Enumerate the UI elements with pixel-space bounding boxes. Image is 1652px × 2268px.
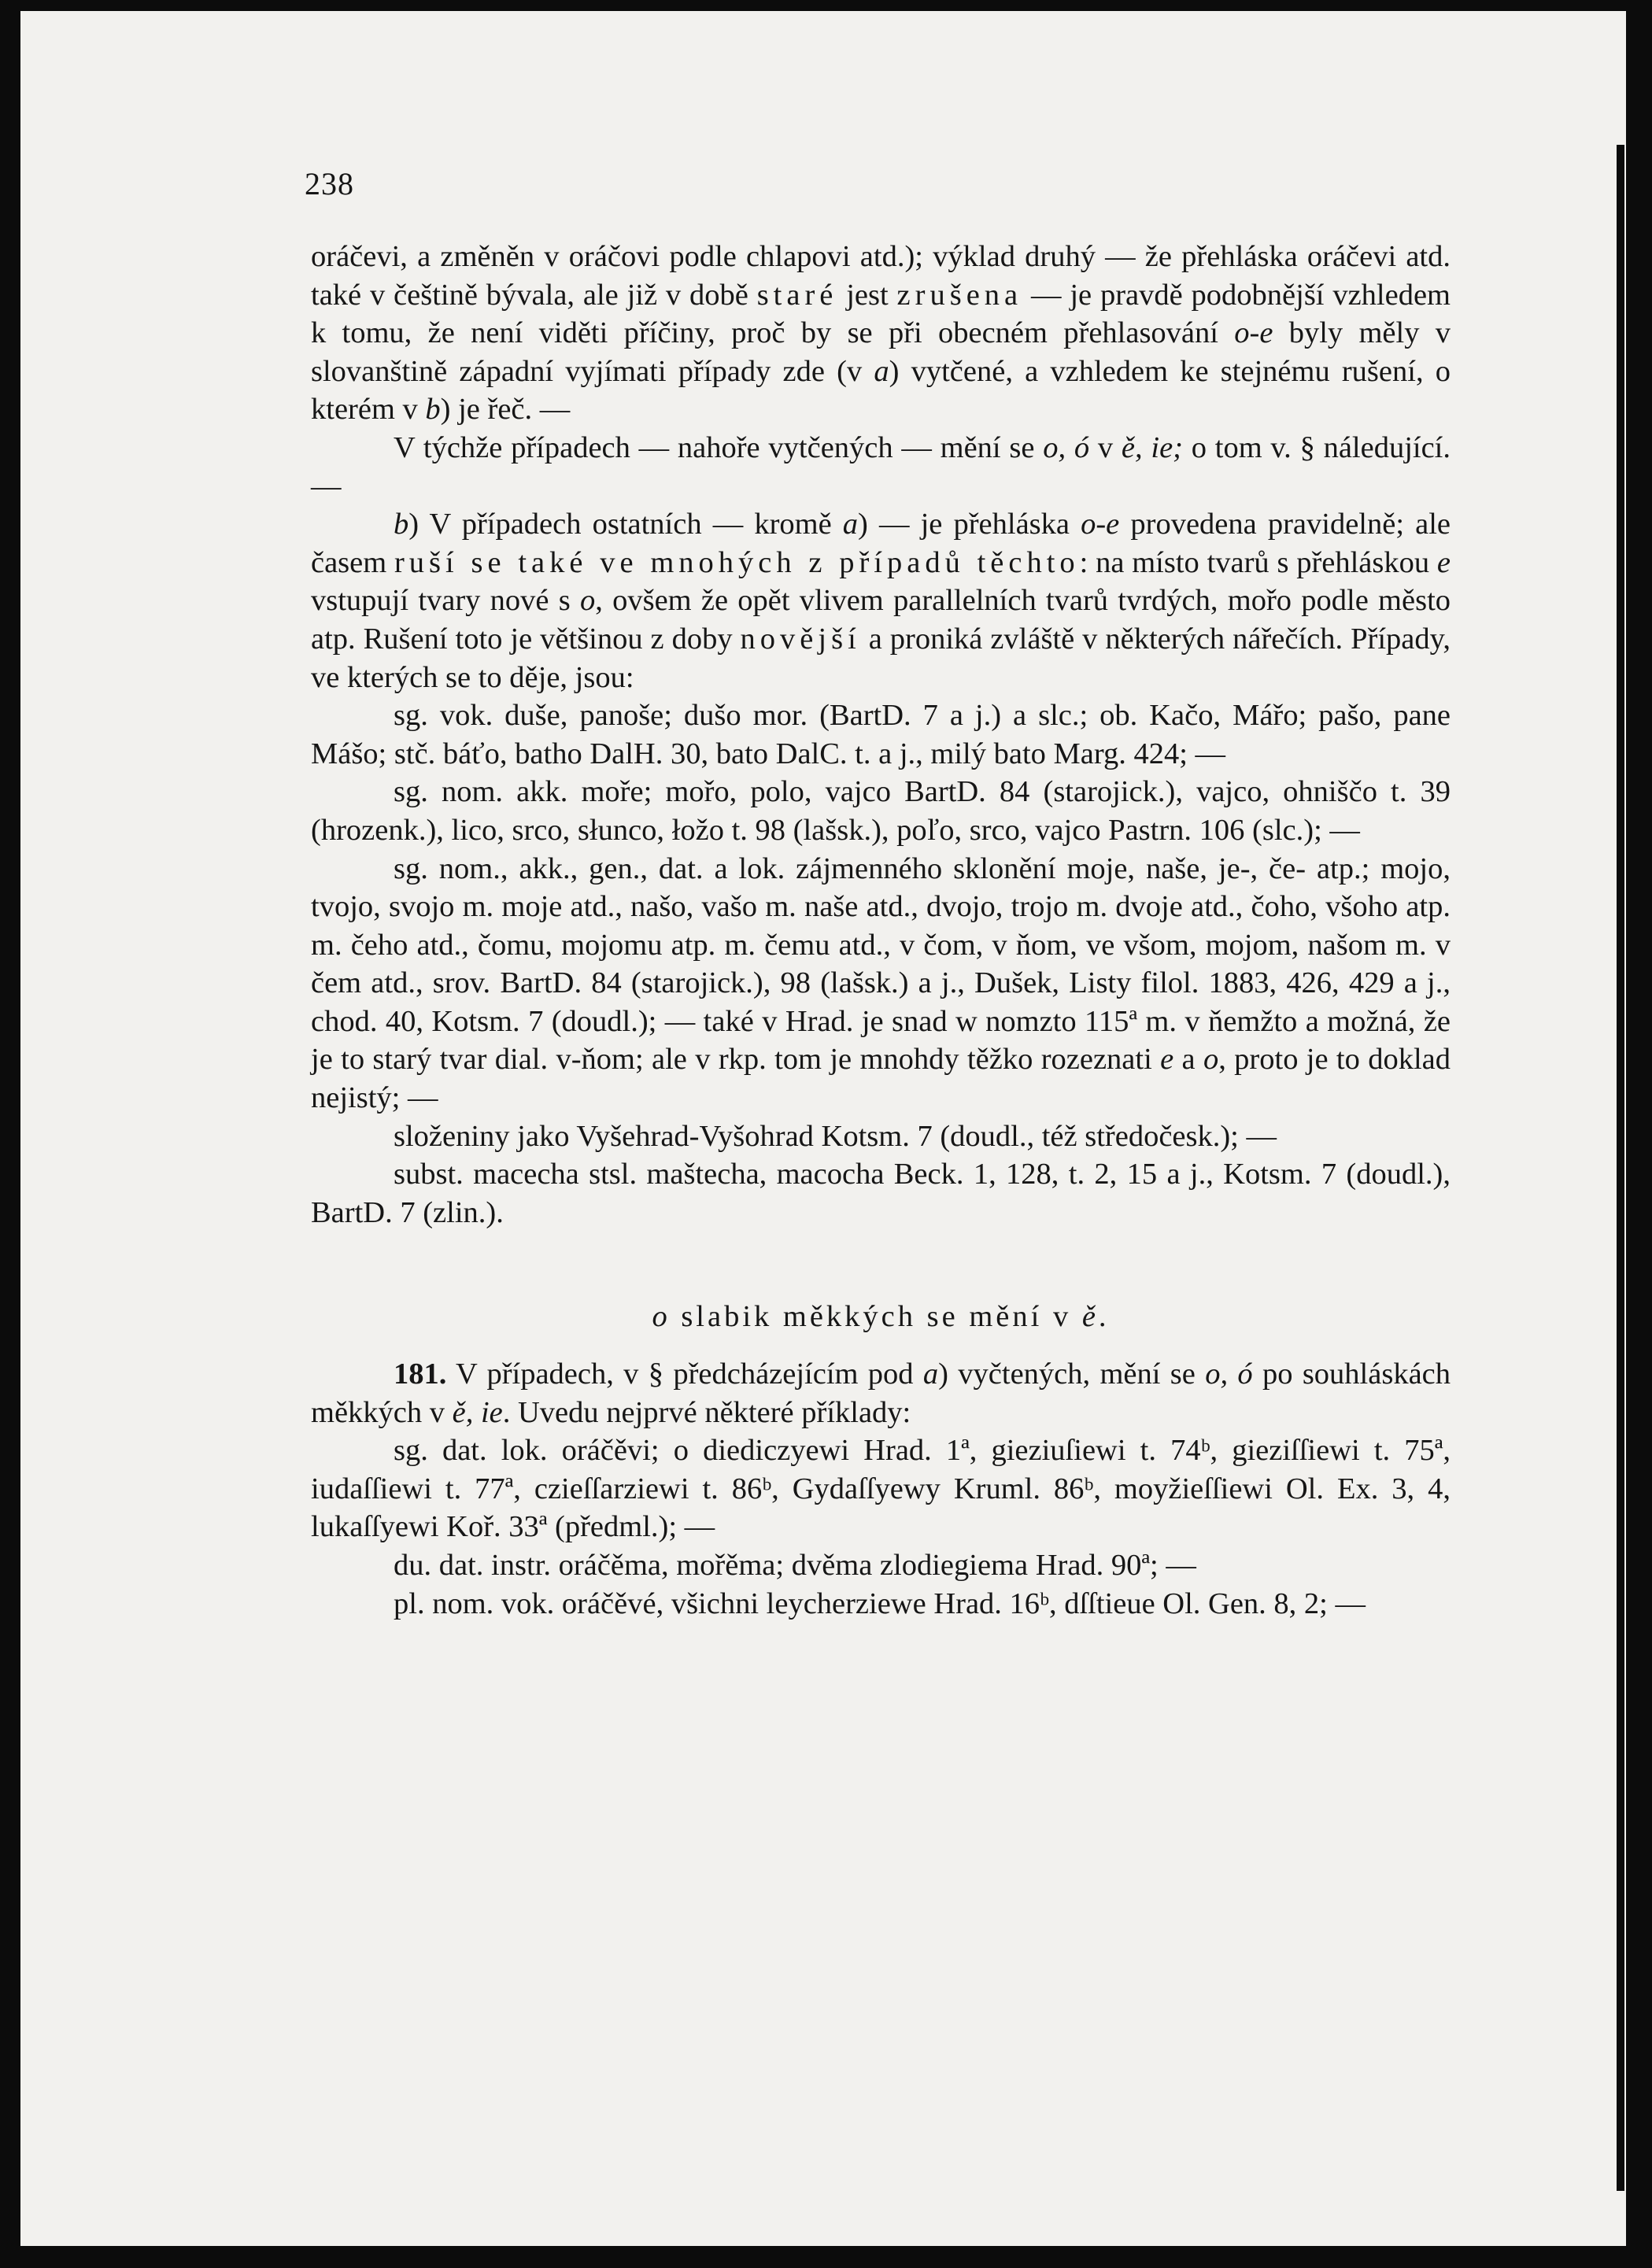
text-run: o: [1203, 1043, 1219, 1077]
text-run: ) V případech ostatních — kromě: [408, 508, 843, 541]
text-run: o-e: [1234, 316, 1273, 350]
text-run: V týchže případech — nahoře vytčených — mění se: [394, 430, 1044, 464]
text-run: a: [874, 354, 889, 388]
text-run: ě, ie;: [1121, 430, 1183, 464]
text-run: složeniny jako Vyšehrad-Vyšohrad Kotsm. 7 (doudl., též středočesk.); —: [394, 1119, 1277, 1153]
text-run: subst. macecha stsl. maštecha, macocha Beck. 1, 128, t. 2, 15 a j., Kotsm. 7 (doudl.), BartD. 7 (zlin.).: [311, 1158, 1451, 1229]
text-run: , proto je to doklad nejistý; —: [311, 1043, 1451, 1115]
text-run: jest: [837, 278, 897, 312]
text-run: oráčevi, a změněn v oráčovi podle chlapovi atd.); výklad druhý — že přehláska oráčevi atd. také v češtině bývala, ale již v době: [311, 240, 1451, 312]
text-run: o-e: [1081, 508, 1120, 541]
paragraph: [311, 696, 1451, 773]
text-run: ) vytčené, a vzhledem ke stejnému rušení, o kterém v: [311, 354, 1451, 427]
text-run: . Uvedu nejprvé některé příklady:: [502, 1395, 911, 1429]
text-run: ě: [1081, 1300, 1099, 1334]
text-run: ruší se také ve mnohých z případů těchto: [394, 545, 1080, 579]
text-run: ) — je přehláska: [858, 508, 1081, 541]
paragraph: [311, 429, 1451, 505]
text-run: vstupují tvary nové s: [311, 584, 580, 618]
text-run: , ovšem že opět vlivem parallelních tvarů tvrdých, mořo podle město atp. Rušení toto je většinou z doby: [311, 584, 1451, 656]
paragraph: [311, 505, 1451, 696]
text-run: sg. nom., akk., gen., dat. a lok. zájmenného sklonění moje, naše, je-, če- atp.; mojo, tvojo, svojo m. moje atd., našo, vašo m. naše atd., dvojo, trojo m. dvoje atd., čoho, všoho atp. m. čeho atd., čomu, mojomu atp. m. čemu atd., v čom, v ňom, ve všom, mojom, našom m. v čem atd., srov. BartD. 84 (starojick.), 98 (lašsk.) a j., Dušek, Listy filol. 1883, 426, 429 a j., chod. 40, Kotsm. 7 (doudl.); — také v Hrad. je snad w nomzto 115ª m. v ňemžto a možná, že je to starý tvar dial. v-ňom; ale v rkp. tom je mnohdy těžko rozeznati: [311, 851, 1451, 1077]
text-run: a: [842, 508, 859, 541]
paragraph: [311, 1155, 1451, 1232]
paragraph-group-2: [311, 1355, 1451, 1623]
text-run: V případech, v § předcházejícím pod: [446, 1357, 923, 1391]
text-run: e: [1160, 1043, 1174, 1077]
text-run: v: [1089, 430, 1122, 464]
section-heading: [311, 1298, 1451, 1336]
text-run: ě, ie: [452, 1395, 503, 1429]
paragraph: [311, 773, 1451, 849]
page-number: 238: [305, 166, 354, 201]
text-run: byly měly v slovanštině západní vyjímati případy zde (v: [311, 316, 1451, 388]
text-run: : na místo tvarů s přehláskou: [1079, 545, 1437, 579]
text-run: o: [579, 584, 596, 618]
text-run: b: [425, 393, 441, 427]
text-run: b: [394, 508, 409, 541]
text-run: o, ó: [1205, 1357, 1253, 1391]
paragraph-group-1: [311, 238, 1451, 1232]
text-run: slabik měkkých se mění v: [670, 1300, 1082, 1334]
text-run: staré: [756, 278, 838, 312]
text-run: ) je řeč. —: [440, 393, 571, 427]
text-run: po souhláskách měkkých v: [311, 1357, 1451, 1429]
text-run: o, ó: [1043, 430, 1090, 464]
text-run: sg. vok. duše, panoše; dušo mor. (BartD. 7 a j.) a slc.; ob. Kačo, Mářo; pašo, pane Mášo; stč. báťo, batho DalH. 30, bato DalC. t. a j., milý bato Marg. 424; —: [311, 699, 1451, 770]
text-run: a: [1173, 1043, 1203, 1077]
paragraph: [311, 850, 1451, 1117]
text-run: pl. nom. vok. oráčěvé, všichni leycherziewe Hrad. 16ᵇ, dſſtieue Ol. Gen. 8, 2; —: [394, 1586, 1366, 1620]
right-edge-shadow: [1617, 145, 1624, 2191]
text-run: a proniká zvláště v některých nářečích. Případy, ve kterých se to děje, jsou:: [311, 622, 1451, 694]
text-run: zrušena: [896, 278, 1023, 312]
text-run: sg. nom. akk. moře; mořo, polo, vajco BartD. 84 (starojick.), vajco, ohniščo t. 39 (hrozenk.), lico, srco, słunco, łožo t. 98 (lašsk.), poľo, srco, vajco Pastrn. 106 (slc.); —: [311, 775, 1451, 847]
body-text: [311, 238, 1451, 1623]
text-run: — je pravdě podobnější vzhledem k tomu, že není viděti příčiny, proč by se při obecném přehlasování: [311, 278, 1451, 350]
paragraph: [311, 1546, 1451, 1585]
paragraph: [311, 1431, 1451, 1546]
text-run: du. dat. instr. oráčěma, mořěma; dvěma zlodiegiema Hrad. 90ª; —: [394, 1549, 1196, 1582]
text-run: o: [652, 1300, 671, 1334]
paragraph: [311, 238, 1451, 429]
text-run: sg. dat. lok. oráčěvi; o diediczyewi Hrad. 1ª, gieziuſiewi t. 74ᵇ, gieziſſiewi t. 75ª, iudaſſiewi t. 77ª, czieſſarziewi t. 86ᵇ, Gydaſſyewy Kruml. 86ᵇ, moyžieſſiewi Ol. Ex. 3, 4, lukaſſyewi Koř. 33ª (předml.); —: [311, 1434, 1451, 1544]
text-run: ) vyčtených, mění se: [938, 1357, 1206, 1391]
paragraph: [311, 1355, 1451, 1431]
book-page: [20, 11, 1626, 2246]
paragraph: [311, 1117, 1451, 1156]
text-run: a: [922, 1357, 939, 1391]
paragraph: [311, 1585, 1451, 1623]
text-run: provedena pravidelně; ale časem: [311, 508, 1451, 579]
text-run: o tom v. § náledující. —: [311, 430, 1451, 503]
text-run: .: [1098, 1300, 1110, 1334]
text-run: novější: [740, 622, 861, 656]
text-run: e: [1436, 545, 1451, 579]
text-run: 181.: [394, 1357, 447, 1391]
